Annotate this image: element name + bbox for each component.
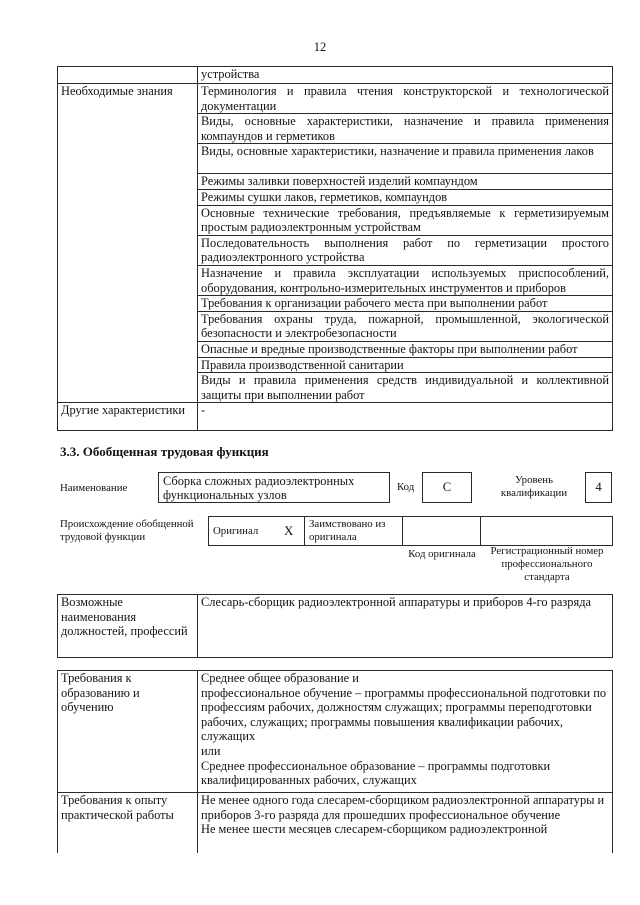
name-label: Наименование bbox=[60, 482, 128, 494]
continuation-text: устройства bbox=[198, 67, 613, 84]
borrowed-label: Заимствовано из оригинала bbox=[305, 517, 403, 546]
original-label: Оригинал bbox=[209, 517, 274, 546]
other-value: - bbox=[198, 403, 613, 431]
origin-code-caption: Код оригинала bbox=[408, 548, 476, 560]
knowledge-item: Требования к организации рабочего места при выполнении работ bbox=[198, 296, 613, 312]
knowledge-item: Основные технические требования, предъявляемые к герметизируемым простым радиоэлектронным устройствам bbox=[198, 205, 613, 235]
page-number: 12 bbox=[313, 40, 327, 54]
reg-number-caption: Регистрационный номер профессионального стандарта bbox=[490, 545, 604, 583]
requirements-table bbox=[57, 670, 613, 853]
education-line: Среднее общее образование и bbox=[201, 671, 359, 685]
name-value: Сборка сложных радиоэлектронных функциональных узлов bbox=[158, 472, 390, 503]
knowledge-item: Режимы сушки лаков, герметиков, компаундов bbox=[198, 189, 613, 205]
experience-value bbox=[198, 793, 613, 853]
knowledge-item: Режимы заливки поверхностей изделий компаундом bbox=[198, 174, 613, 190]
empty-cell bbox=[58, 67, 198, 84]
knowledge-item: Виды, основные характеристики, назначение и правила применения компаундов и герметиков bbox=[198, 114, 613, 144]
code-value: С bbox=[422, 472, 472, 503]
knowledge-table bbox=[57, 66, 613, 431]
education-value bbox=[198, 671, 613, 793]
positions-label: Возможные наименования должностей, профессий bbox=[58, 595, 198, 658]
knowledge-item: Правила производственной санитарии bbox=[198, 357, 613, 373]
knowledge-label: Необходимые знания bbox=[58, 84, 198, 403]
positions-table bbox=[57, 594, 613, 658]
level-label: Уровень квалификации bbox=[500, 474, 568, 499]
experience-label: Требования к опыту практической работы bbox=[58, 793, 198, 853]
knowledge-item: Опасные и вредные производственные факторы при выполнении работ bbox=[198, 341, 613, 357]
education-label: Требования к образованию и обучению bbox=[58, 671, 198, 793]
reg-number-cell bbox=[481, 517, 613, 546]
other-label: Другие характеристики bbox=[58, 403, 198, 431]
origin-label: Происхождение обобщенной трудовой функции bbox=[60, 518, 194, 543]
positions-value: Слесарь-сборщик радиоэлектронной аппаратуры и приборов 4-го разряда bbox=[198, 595, 613, 658]
education-line: профессиональное обучение – программы профессиональной подготовки по профессиям рабочих, должностям служащих; программы переподготовки рабочих, служащих; программы повышения квалификации рабочих, служащих bbox=[201, 685, 607, 744]
section-heading: 3.3. Обобщенная трудовая функция bbox=[60, 444, 269, 459]
knowledge-item: Виды, основные характеристики, назначение и правила применения лаков bbox=[198, 144, 613, 174]
code-label: Код bbox=[397, 481, 415, 493]
knowledge-item: Требования охраны труда, пожарной, промышленной, экологической безопасности и электробезопасности bbox=[198, 311, 613, 341]
knowledge-item: Последовательность выполнения работ по герметизации простого радиоэлектронного устройства bbox=[198, 235, 613, 265]
education-line: Среднее профессиональное образование – программы подготовки квалифицированных рабочих, служащих bbox=[201, 758, 551, 788]
origin-code-cell bbox=[403, 517, 481, 546]
education-line: или bbox=[201, 743, 221, 758]
experience-line: Не менее одного года слесарем-сборщиком радиоэлектронной аппаратуры и приборов 3-го разряда для прошедших профессиональное обучение bbox=[201, 793, 605, 822]
level-value: 4 bbox=[585, 472, 612, 503]
origin-table bbox=[208, 516, 613, 546]
original-mark: X bbox=[274, 517, 305, 546]
experience-line: Не менее шести месяцев слесарем-сборщиком радиоэлектронной bbox=[201, 822, 548, 837]
knowledge-item: Терминология и правила чтения конструкторской и технологической документации bbox=[198, 84, 613, 114]
knowledge-item: Виды и правила применения средств индивидуальной и коллективной защиты при выполнении работ bbox=[198, 373, 613, 403]
knowledge-item: Назначение и правила эксплуатации используемых приспособлений, оборудования, контрольно-измерительных инструментов и приборов bbox=[198, 265, 613, 295]
